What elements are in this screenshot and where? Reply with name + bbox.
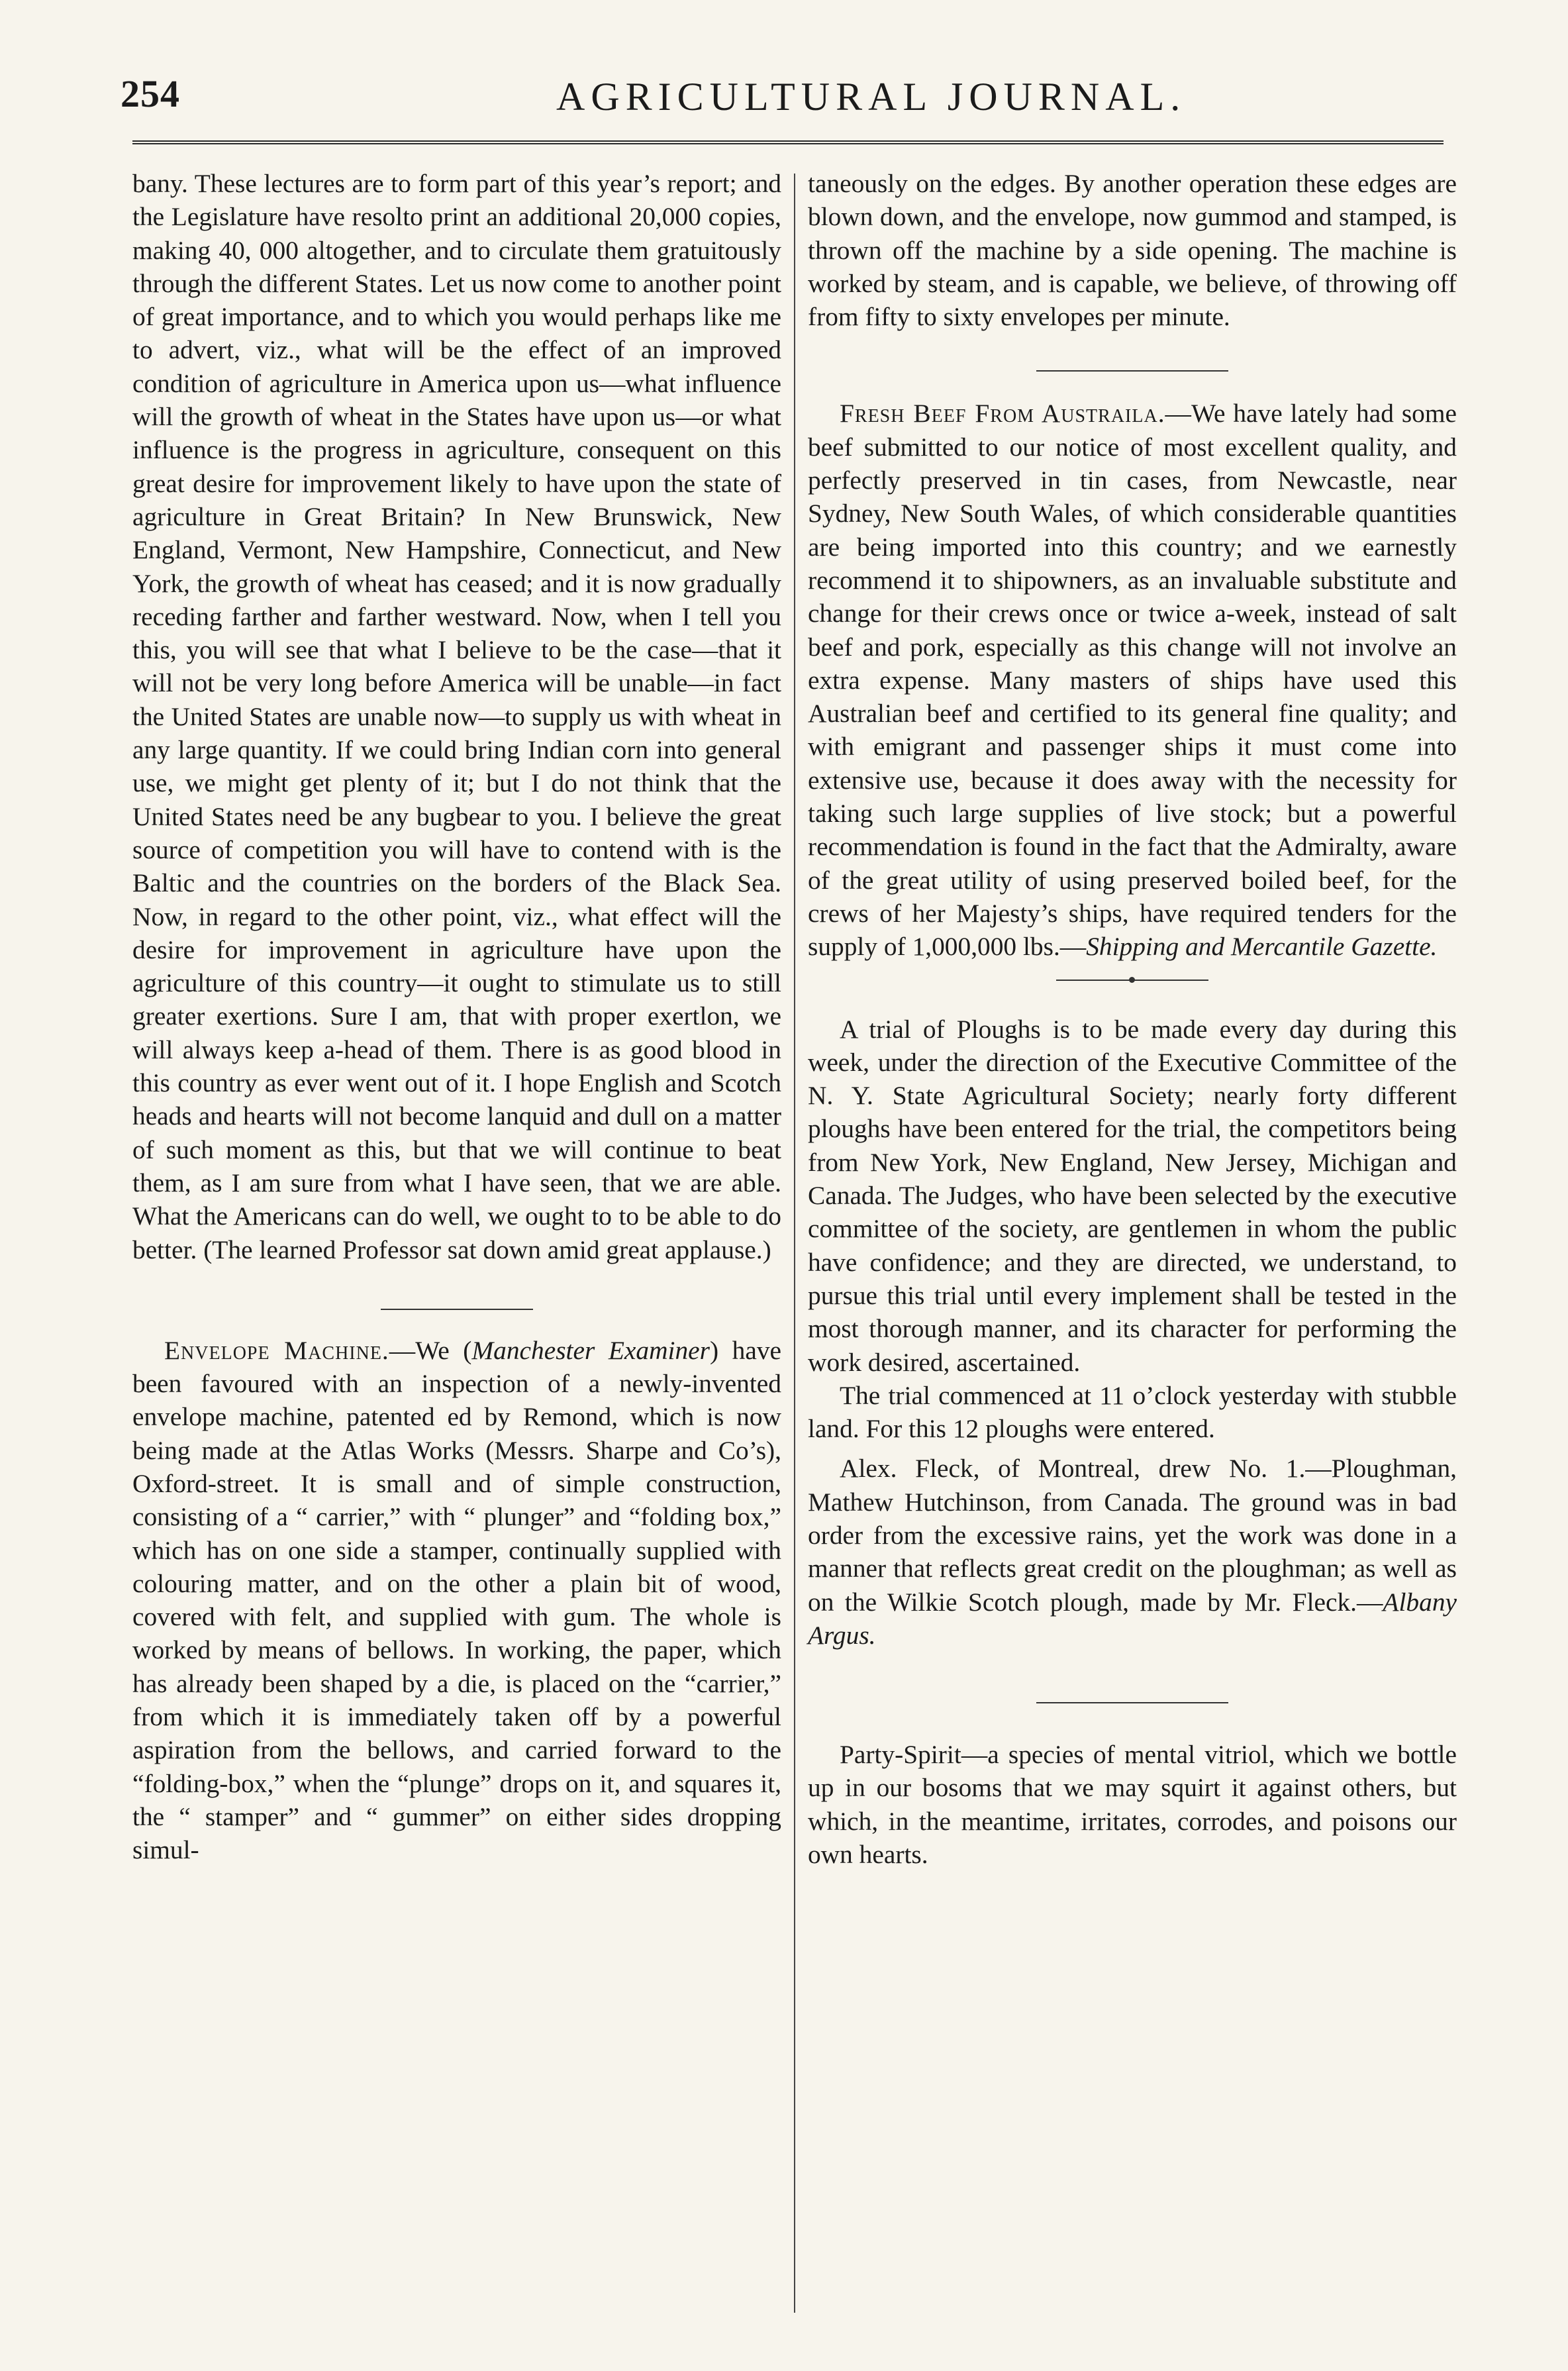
envelope-body: ) have been favoured with an inspection of a newly-invented envelope machine, patented ed by Remond, which is now being made at the Atlas Works (Messrs. Sharpe and Co’s), Oxford-street. It is small and of simple construction, consisting of a “ carrier,” with “ plunger” and “folding box,” which has on one side a stamper, continually supplied with colouring matter, and on the other a plain bit of wood, covered with felt, and supplied with gum. The whole is worked by means of bellows. In working, the paper, which has already been shaped by a die, is placed on the “carrier,” from which it is immediately taken off by a powerful aspiration from the bellows, and carried forward to the “folding-box,” when the “plunge” drops on it, and squares it, the “ stamper” and “ gummer” on either sides dropping simul- [132,1335,781,1865]
ploughs-source: Albany Argus. [808,1587,1457,1650]
beef-article [808,397,1457,963]
running-head: AGRICULTURAL JOURNAL. [556,75,1187,119]
beef-body: —We have lately had some beef submitted to our notice of most excellent quality, and perfectly preserved in tin cases, from Newcastle, near Sydney, New South Wales, of which considerable quantities are being imported into this country; and we earnestly recommend it to shipowners, as an invaluable substitute and change for their crews once or twice a-week, instead of salt beef and pork, especially as this change will not involve an extra expense. Many masters of ships have used this Australian beef and certified to its general fine quality; and with emigrant and passenger ships it must come into extensive use, because it does away with the necessity for taking such large supplies of live stock; but a powerful recommendation is found in the fact that the Admiralty, aware of the great utility of using preserved boiled beef, for the crews of her Majesty’s ships, have required tenders for the supply of 1,000,000 lbs.— [808,399,1457,962]
envelope-source: Manchester Examiner [471,1335,710,1365]
ploughs-text: Alex. Fleck, of Montreal, drew No. 1.—Ploughman, Mathew Hutchinson, from Canada. The ground was in bad order from the excessive rains, yet the work was done in a manner that reflects great credit on the ploughman; as well as on the Wilkie Scotch plough, made by Mr. Fleck.— [808,1454,1457,1617]
ploughs-paragraph-2: The trial commenced at 11 o’clock yesterday with stubble land. For this 12 ploughs were entered. [808,1380,1457,1444]
party-spirit-paragraph: Party-Spirit—a species of mental vitriol, which we bottle up in our bosoms that we may squirt it against others, but which, in the meantime, irritates, corrodes, and poisons our own hearts. [808,1740,1457,1870]
envelope-open: —We ( [389,1335,472,1365]
separator-rule [1036,370,1228,372]
header-rule [132,140,1444,144]
ploughs-paragraph-3 [808,1452,1457,1652]
speech-continuation: bany. These lectures are to form part of this year’s report; and the Legislature have resolto print an additional 20,000 copies, making 40, 000 altogether, and to circulate them gratuitously through the different States. Let us now come to another point of great importance, and to which you would perhaps like me to advert, viz., what will be the effect of an improved condition of agriculture in America upon us—what influence will the growth of wheat in the States have upon us—or what influence is the progress in agriculture, consequent on this great desire for improvement likely to have upon the state of agriculture in Great Britain? In New Brunswick, New England, Vermont, New Hampshire, Connecticut, and New York, the growth of wheat has ceased; and it is now gradually receding farther and farther westward. Now, when I tell you this, you will see that what I believe to be the case—that it will not be very long before America will be unable—in fact the United States are unable now—to supply us with wheat in any large quantity. If we could bring Indian corn into general use, we might get plenty of it; but I do not think that the United States need be any bugbear to you. I believe the great source of competition you will have to contend with is the Baltic and the countries on the borders of the Black Sea. Now, in regard to the other point, viz., what effect will the desire for improvement in agriculture have upon the agriculture of this country—it ought to stimulate us to still greater exertions. Sure I am, that with proper exertlon, we will always keep a-head of them. There is as good blood in this country as ever went out of it. I hope English and Scotch heads and hearts will not become lanquid and dull on a matter of such moment as this, but that we will continue to beat them, as I am sure from what I have seen, that we are able. What the Americans can do well, we ought to to be able to do better. (The learned Professor sat down amid great applause.) [132,169,781,1264]
separator-rule [381,1309,533,1310]
separator-rule [1056,980,1208,981]
column-divider [794,174,795,2313]
separator-rule [1036,1702,1228,1703]
page-number: 254 [121,72,180,115]
left-column [132,167,781,1867]
right-column [808,167,1457,1871]
envelope-heading: Envelope Machine. [164,1335,389,1365]
beef-heading: Fresh Beef From Austraila. [840,399,1165,429]
ploughs-paragraph-1: A trial of Ploughs is to be made every day during this week, under the direction of the Executive Committee of the N. Y. State Agricultural Society; nearly forty different ploughs have been entered for the trial, the competitors being from New York, New England, New Jersey, Michigan and Canada. The Judges, who have been selected by the executive committee of the society, are gentlemen in whom the public have confidence; and they are directed, we understand, to pursue this trial until every implement shall be tested in the most thorough manner, and its character for performing the work desired, ascertained. [808,1014,1457,1377]
envelope-article [132,1334,781,1867]
envelope-continuation: taneously on the edges. By another operation these edges are blown down, and the envelope, now gummod and stamped, is thrown off the machine by a side opening. The machine is worked by steam, and is capable, we believe, of throwing off from fifty to sixty envelopes per minute. [808,169,1457,332]
beef-source: Shipping and Mercantile Gazette. [1086,932,1438,962]
